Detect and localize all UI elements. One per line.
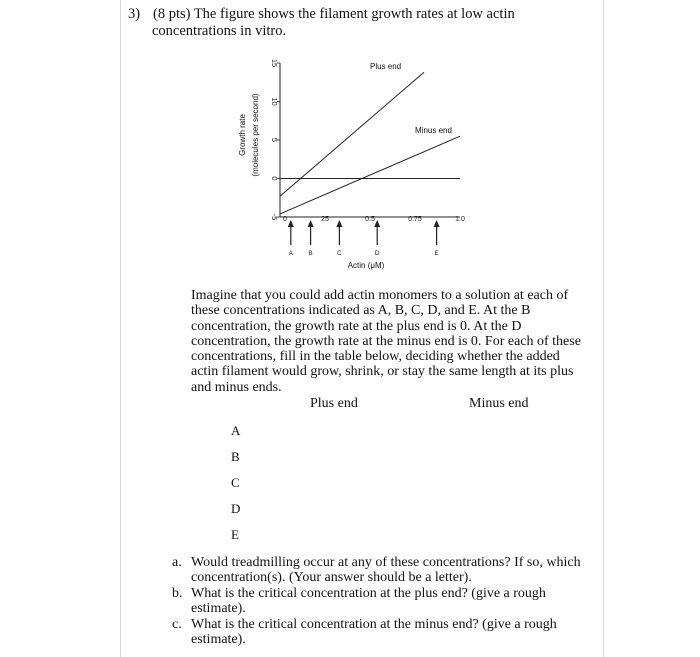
- paragraph-line: concentrations, fill in the table below, deciding whether the added: [191, 349, 560, 365]
- growth-rate-chart: [230, 55, 480, 275]
- x-tick-label: 25: [321, 216, 329, 223]
- x-tick-label: 0.75: [408, 216, 422, 223]
- y-tick-label: 15: [270, 58, 279, 68]
- table-row-label-a: A: [231, 423, 241, 438]
- paragraph-line: concentration, the growth rate at the plus end is 0. At the D: [191, 318, 522, 334]
- subquestion-letter: c.: [172, 617, 182, 632]
- subquestion-line: estimate).: [191, 632, 246, 648]
- table-header-minus-end: Minus end: [469, 396, 529, 411]
- y-tick-label: 5: [270, 137, 279, 143]
- paragraph-line: these concentrations indicated as A, B, C, D, and E. At the B: [191, 303, 531, 319]
- question-prompt-line-2: concentrations in vitro.: [152, 23, 287, 39]
- page-border-right: [603, 0, 604, 657]
- marker-label: D: [374, 250, 380, 257]
- subquestion-line: What is the critical concentration at the minus end? (give a rough: [191, 617, 557, 632]
- x-axis-title: Actin (μM): [347, 261, 385, 270]
- paragraph-line: Imagine that you could add actin monomers to a solution at each of: [191, 288, 569, 303]
- subquestion-letter: b.: [172, 586, 183, 601]
- subquestion-line: estimate).: [191, 601, 246, 617]
- marker-label: C: [337, 250, 342, 257]
- question-prompt-line-1: (8 pts) The figure shows the filament growth rates at low actin: [153, 6, 515, 22]
- table-row-label-c: C: [231, 475, 240, 490]
- table-row-label-e: E: [231, 527, 239, 542]
- subquestion-line: Would treadmilling occur at any of these concentrations? If so, which: [191, 555, 581, 570]
- table-header-plus-end: Plus end: [310, 396, 358, 411]
- plus-end-line: [280, 72, 424, 196]
- minus-end-label: Minus end: [415, 126, 452, 136]
- y-tick-label: -5: [270, 213, 279, 221]
- arrow-up-icon: [336, 220, 342, 227]
- arrow-up-icon: [374, 220, 380, 227]
- y-tick-label: 10: [270, 97, 279, 106]
- marker-label: E: [434, 250, 439, 257]
- x-tick-label: 0.5: [365, 216, 375, 223]
- table-row-label-d: D: [231, 501, 241, 516]
- paragraph-line: actin filament would grow, shrink, or stay the same length at its plus: [191, 364, 574, 380]
- x-tick-label: 0: [283, 216, 287, 223]
- marker-label: B: [308, 250, 313, 257]
- paragraph-line: concentration, the growth rate at the minus end is 0. For each of these: [191, 333, 581, 349]
- x-tick-label: 1.0: [455, 216, 465, 223]
- minus-end-line: [280, 136, 460, 214]
- y-axis-title-line-2: (molecules per second): [251, 93, 260, 177]
- y-axis-title-line-1: Growth rate: [238, 114, 247, 156]
- paragraph-line: and minus ends.: [191, 379, 282, 395]
- instructions-paragraph: [191, 288, 591, 395]
- plus-end-label: Plus end: [370, 62, 402, 72]
- subquestion-line: concentration(s). (Your answer should be a letter).: [191, 570, 472, 586]
- subquestion-letter: a.: [172, 555, 182, 570]
- marker-label: A: [288, 250, 293, 257]
- subquestion-line: What is the critical concentration at the plus end? (give a rough: [191, 586, 546, 601]
- arrow-up-icon: [434, 220, 440, 227]
- page-border-left: [120, 0, 121, 657]
- arrow-up-icon: [288, 220, 294, 227]
- table-row-label-b: B: [231, 449, 240, 464]
- y-tick-label: 0: [270, 176, 279, 181]
- question-number: 3): [128, 6, 141, 22]
- arrow-up-icon: [308, 220, 314, 227]
